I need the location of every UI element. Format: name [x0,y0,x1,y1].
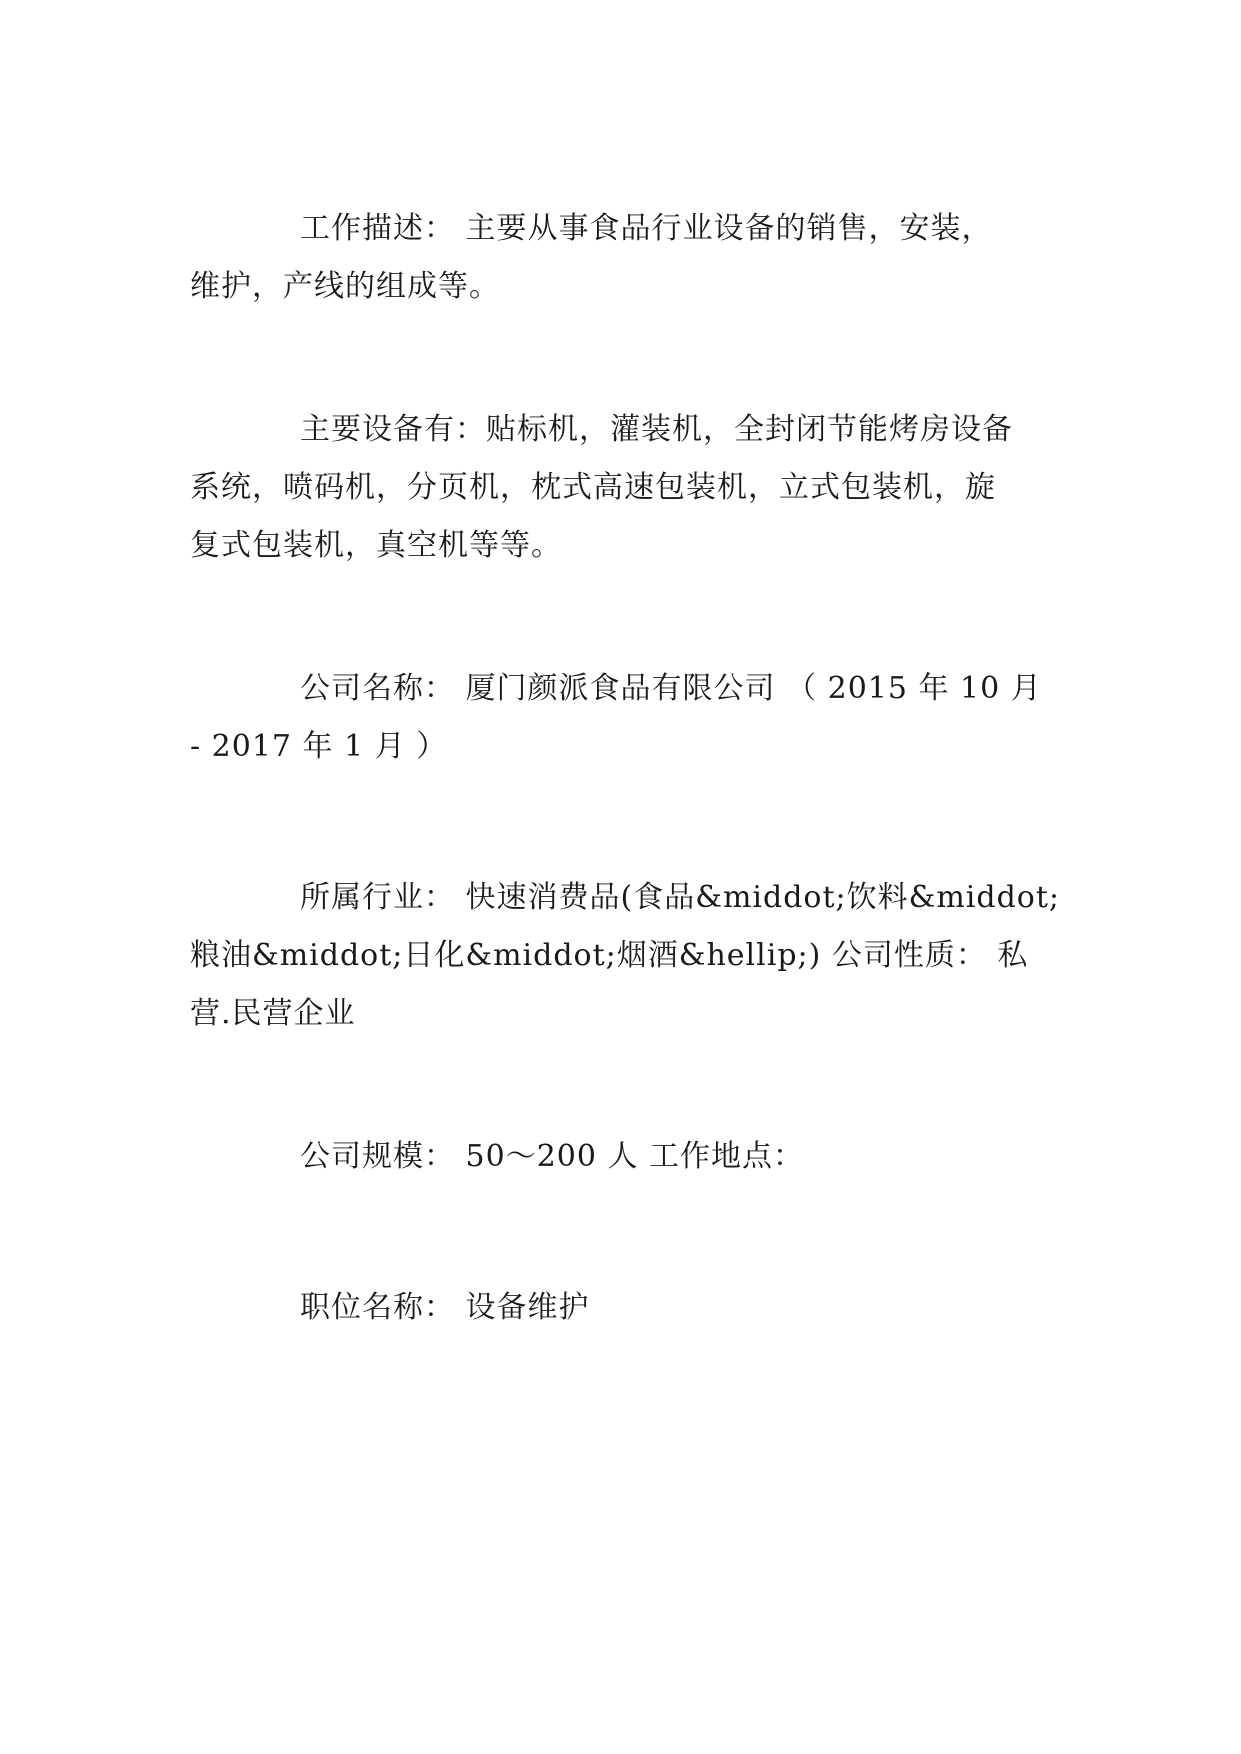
text-line: 粮油&middot;日化&middot;烟酒&hellip;) 公司性质： 私 [190,938,1029,973]
text-line: 公司规模： 50～200 人 工作地点： [300,1139,805,1174]
paragraph-equipment-list [190,401,1060,575]
paragraph-industry [190,869,1060,1043]
text-line: 维护，产线的组成等。 [190,269,500,304]
paragraph-company-size [190,1128,1060,1186]
text-line: 职位名称： 设备维护 [300,1290,590,1325]
text-line: 系统，喷码机，分页机，枕式高速包装机，立式包装机，旋 [190,470,996,505]
text-line: 公司名称： 厦门颜派食品有限公司 （ 2015 年 10 月 [300,671,1042,706]
text-line: 营.民营企业 [190,996,356,1031]
paragraph-position-name [190,1279,1060,1337]
text-line: 所属行业： 快速消费品(食品&middot;饮料&middot; [300,880,1060,915]
paragraph-company-name [190,660,1060,776]
text-line: 复式包装机，真空机等等。 [190,528,562,563]
paragraph-job-description [190,200,1060,316]
text-line: 工作描述： 主要从事食品行业设备的销售，安装， [300,211,993,246]
text-line: - 2017 年 1 月 ） [190,729,448,764]
text-line: 主要设备有：贴标机，灌装机，全封闭节能烤房设备 [300,412,1013,447]
